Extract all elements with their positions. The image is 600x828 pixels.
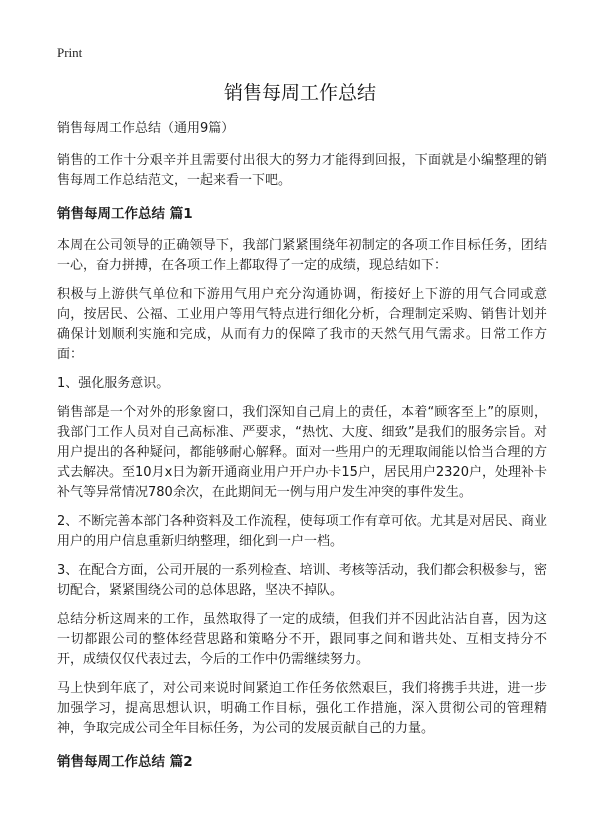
article-body [57, 119, 547, 784]
section1-paragraph-6: 3、在配合方面，公司开展的一系列检查、培训、考核等活动，我们都会积极参与，密切配合，紧紧围绕公司的总体思路，坚决不掉队。 [57, 563, 547, 598]
page-title: 销售每周工作总结 [223, 82, 376, 104]
section1-paragraph-4: 销售部是一个对外的形象窗口，我们深知自己肩上的责任，本着“顾客至上”的原则，我部门工作人员对自己高标准、严要求，“热忱、大度、细致”是我们的服务宗旨。对用户提出的各种疑问，都能够耐心解释。面对一些用户的无理取闹能以恰当合理的方式去解决。至10月x日为新开通商业用户开户办卡15户，居民用户2320户，处理补卡补气等异常情况780余次，在此期间无一例与用户发生冲突的事件发生。 [57, 405, 547, 500]
section1-paragraph-1: 本周在公司领导的正确领导下，我部门紧紧围绕年初制定的各项工作目标任务，团结一心，奋力拼搏，在各项工作上都取得了一定的成绩，现总结如下： [57, 238, 547, 273]
intro-paragraph: 销售的工作十分艰辛并且需要付出很大的努力才能得到回报，下面就是小编整理的销售每周工作总结范文，一起来看一下吧。 [57, 153, 547, 188]
section-heading-2: 销售每周工作总结 篇2 [57, 754, 193, 770]
document-subtitle: 销售每周工作总结（通用9篇） [57, 121, 235, 136]
section1-paragraph-5: 2、不断完善本部门各种资料及工作流程，使每项工作有章可依。尤其是对居民、商业用户的用户信息重新归纳整理，细化到一户一档。 [57, 514, 547, 549]
section1-paragraph-8: 马上快到年底了，对公司来说时间紧迫工作任务依然艰巨，我们将携手共进，进一步加强学习，提高思想认识，明确工作目标，强化工作措施，深入贯彻公司的管理精神，争取完成公司全年目标任务，为公司的发展贡献自己的力量。 [57, 681, 547, 736]
section-heading-1: 销售每周工作总结 篇1 [57, 206, 193, 222]
print-link[interactable]: Print [57, 45, 83, 60]
section1-paragraph-3: 1、强化服务意识。 [57, 376, 170, 391]
section1-paragraph-7: 总结分析这周来的工作，虽然取得了一定的成绩，但我们并不因此沾沾自喜，因为这一切都跟公司的整体经营思路和策略分不开，跟同事之间和谐共处、互相支持分不开，成绩仅仅代表过去，今后的工作中仍需继续努力。 [57, 612, 547, 667]
section1-paragraph-2: 积极与上游供气单位和下游用气用户充分沟通协调，衔接好上下游的用气合同或意向，按居民、公福、工业用户等用气特点进行细化分析，合理制定采购、销售计划并确保计划顺利实施和完成，从而有力的保障了我市的天然气用气需求。日常工作方面： [57, 287, 547, 362]
